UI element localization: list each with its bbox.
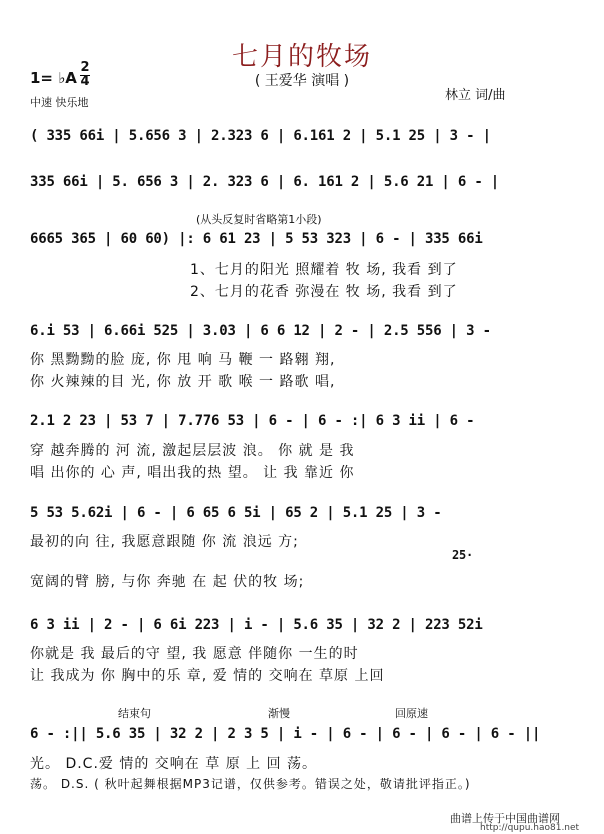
- composer-credit: 林立 词/曲: [445, 88, 506, 103]
- lyric-row-7-verse-2: 让 我成为 你 胸中的乐 章, 爱 情的 交响在 草原 上回: [30, 668, 385, 684]
- time-signature-top: 2: [80, 60, 90, 75]
- tempo-marking: 中速 快乐地: [30, 96, 89, 109]
- source-watermark: 曲谱上传于中国曲谱网: [450, 812, 560, 825]
- score-row-5: 2.1 2 23 | 53 7 | 7.776 53 | 6 - | 6 - :| 6 3 ii | 6 -: [30, 413, 475, 429]
- lyric-row-8-verse-2: 荡。 D.S. ( 秋叶起舞根据MP3记谱，仅供参考。错误之处，敬请批评指正。): [30, 777, 471, 791]
- lyric-row-3-verse-1: 1、七月的阳光 照耀着 牧 场, 我看 到了: [190, 262, 458, 278]
- score-row-3: 6665 365 | 60 60) |: 6 61 23 | 5 53 323 | 6 - | 335 66i: [30, 231, 483, 247]
- time-signature: [80, 62, 90, 88]
- lyric-row-6-verse-1: 最初的向 往, 我愿意跟随 你 流 浪远 方;: [30, 534, 299, 550]
- lyric-row-7-verse-1: 你就是 我 最后的守 望, 我 愿意 伴随你 一生的时: [30, 646, 359, 662]
- mark-ending: 结束句: [118, 707, 151, 720]
- lyric-row-5-verse-1: 穿 越奔腾的 河 流, 激起层层波 浪。 你 就 是 我: [30, 443, 355, 459]
- lyric-row-3-verse-2: 2、七月的花香 弥漫在 牧 场, 我看 到了: [190, 284, 458, 300]
- score-row-7: 6 3 ii | 2 - | 6 6i 223 | i - | 5.6 35 | 32 2 | 223 52i: [30, 617, 483, 633]
- score-row-4: 6.i 53 | 6.66i 525 | 3.03 | 6 6 12 | 2 - | 2.5 556 | 3 -: [30, 323, 491, 339]
- alt-notes: 25·: [452, 548, 474, 562]
- score-row-1: ( 335 66i | 5.656 3 | 2.323 6 | 6.161 2 | 5.1 25 | 3 - |: [30, 128, 491, 144]
- time-signature-bottom: 4: [80, 74, 90, 89]
- lyric-row-6-verse-2: 宽阔的臂 膀, 与你 奔驰 在 起 伏的牧 场;: [30, 574, 305, 590]
- mark-ritardando: 渐慢: [268, 707, 290, 720]
- song-title: 七月的牧场: [231, 42, 372, 72]
- lyric-row-8-verse-1: 光。 D.C.爱 情的 交响在 草 原 上 回 荡。: [30, 756, 318, 772]
- source-url: http://qupu.hao81.net: [480, 823, 580, 833]
- score-row-8: 6 - :|| 5.6 35 | 32 2 | 2 3 5 | i - | 6 - | 6 - | 6 - | 6 - ||: [30, 726, 541, 742]
- lyric-row-4-verse-1: 你 黑黝黝的脸 庞, 你 甩 响 马 鞭 一 路翱 翔,: [30, 352, 336, 368]
- lyric-row-5-verse-2: 唱 出你的 心 声, 唱出我的热 望。 让 我 靠近 你: [30, 465, 355, 481]
- repeat-note: (从头反复时省略第1小段): [196, 213, 322, 226]
- score-row-2: 335 66i | 5. 656 3 | 2. 323 6 | 6. 161 2 | 5.6 21 | 6 - |: [30, 174, 500, 190]
- mark-a-tempo: 回原速: [395, 707, 428, 720]
- key-signature: 1= ♭A: [30, 69, 77, 87]
- score-row-6: 5 53 5.62i | 6 - | 6 65 6 5i | 65 2 | 5.1 25 | 3 -: [30, 505, 442, 521]
- performer-subtitle: ( 王爱华 演唱 ): [254, 73, 350, 89]
- lyric-row-4-verse-2: 你 火辣辣的目 光, 你 放 开 歌 喉 一 路歌 唱,: [30, 374, 336, 390]
